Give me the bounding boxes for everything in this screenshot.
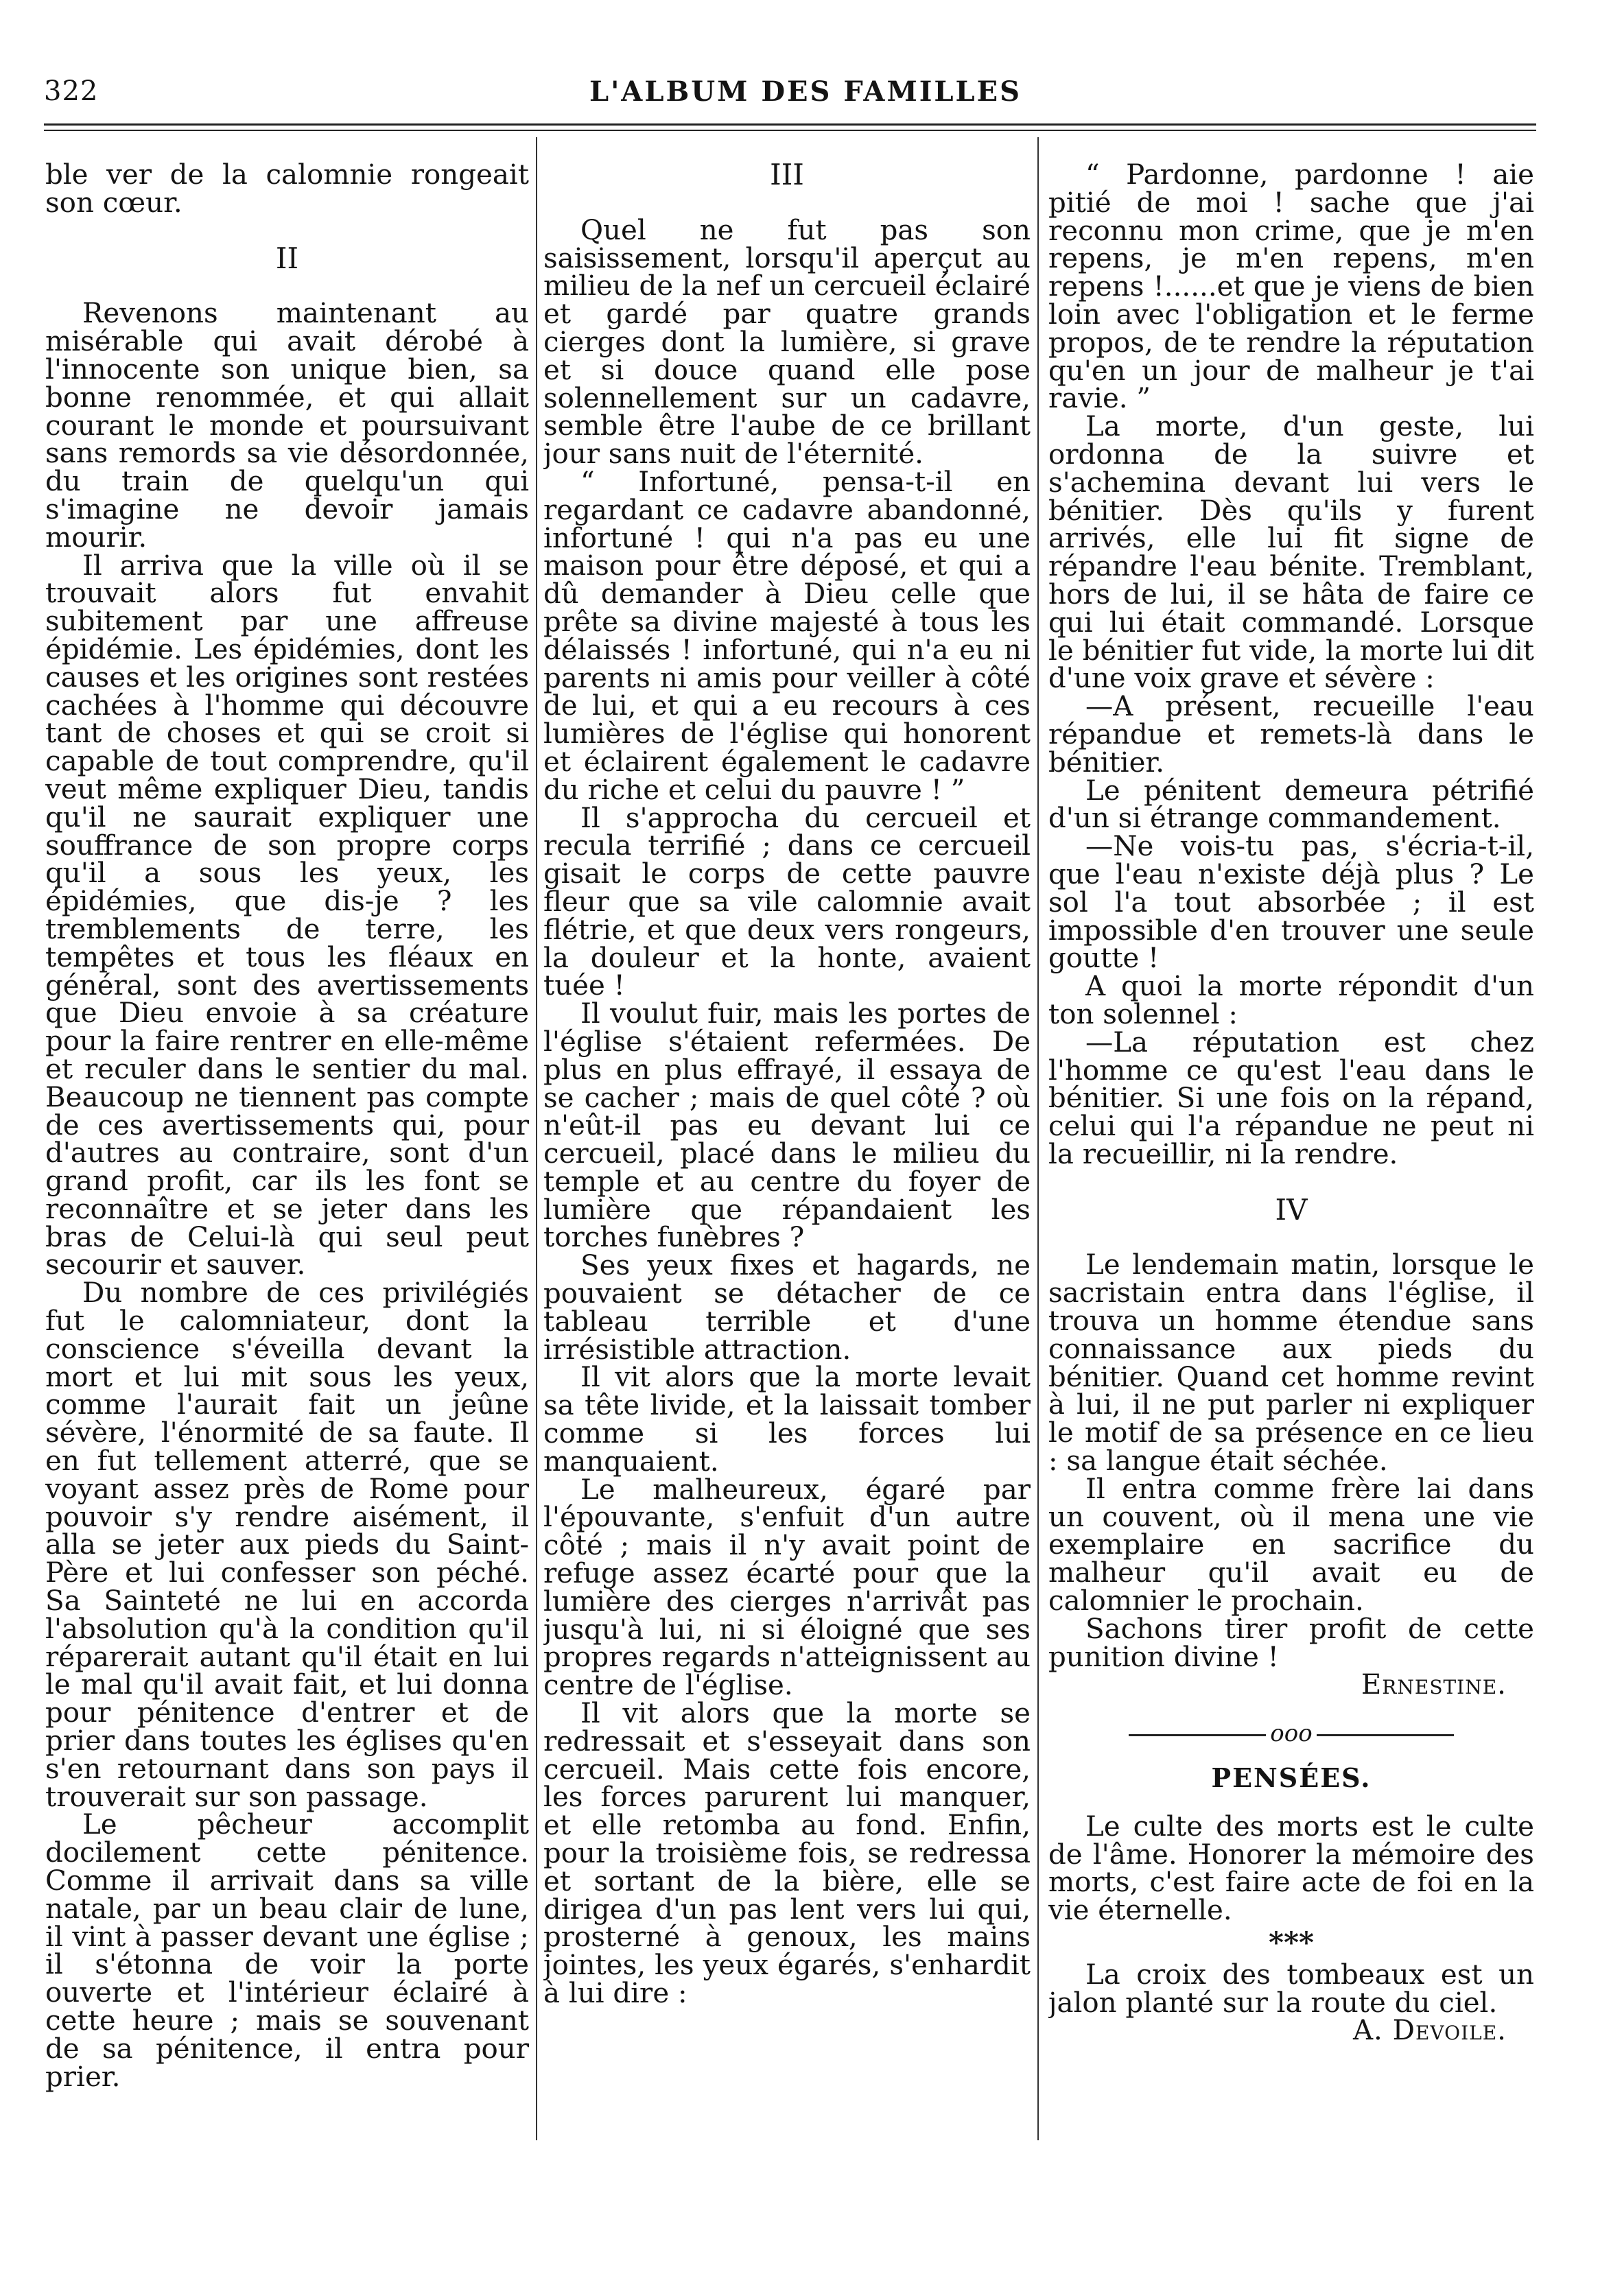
column-3 [1048,161,1534,2109]
paragraph: Il vit alors que la morte se redressait et s'esseyait dans son cercueil. Mais cette fois encore, les forces parurent lui manquer, et elle retomba au fond. Enfin, pour la troisième fois, se redressa et sortant de la bière, elle se dirigea d'un pas lent vers lui qui, prosterné à genoux, les mains jointes, les yeux égarés, s'enhardit à lui dire : [543,1697,1031,2009]
section-heading-ii: II [275,241,299,275]
quote: La croix des tombeaux est un jalon planté sur la route du ciel. [1048,1958,1534,2019]
section-heading-iv: IV [1275,1192,1308,1227]
section-ornament [1048,1720,1534,1748]
paragraph: —La réputation est chez l'homme ce qu'est l'eau dans le bénitier. Si une fois on la répand, celui qui l'a répandue ne peut ni la recueillir, ni la rendre. [1048,1026,1534,1170]
column-divider [536,137,537,2140]
ornament-line-left [1129,1734,1266,1736]
paragraph: La morte, d'un geste, lui ordonna de la suivre et s'achemina devant lui vers le bénitier. Dès qu'ils y furent arrivés, elle lui fit signe de répandre l'eau bénite. Tremblant, hors de lui, il se hâta de faire ce qui lui était commandé. Lorsque le bénitier fut vide, la morte lui dit d'une voix grave et sévère : [1048,410,1534,695]
paragraph: A quoi la morte répondit d'un ton solennel : [1048,970,1534,1030]
paragraph: Il entra comme frère lai dans un couvent, où il mena une vie exemplaire en sacrifice du malheur qu'il avait eu de calomnier le prochain. [1048,1472,1534,1618]
ornament-line-right [1317,1734,1454,1736]
ornament-mark: ooo [1270,1720,1313,1748]
paragraph: Il arriva que la ville où il se trouvait alors fut envahit subitement par une affreuse épidémie. Les épidémies, dont les causes et les origines sont restées cachées à l'homme qui découvre tant de choses et qui se croit si capable de tout comprendre, qu'il veut même expliquer Dieu, tandis qu'il ne saurait expliquer une souffrance de son propre corps qu'il a sous les yeux, les épidémies, que dis-je ? les tremblements de terre, les tempêtes et tous les fléaux en général, sont des avertissements que Dieu envoie à sa créature pour la faire rentrer en elle-même et reculer dans le sentier du mal. Beaucoup ne tiennent pas compte de ces avertissements qui, pour d'autres au contraire, sont d'un grand profit, car ils les font se reconnaître et se jeter dans les bras de Celui-là qui seul peut secourir et sauver. [45,549,529,1281]
page-title: L'ALBUM DES FAMILLES [589,75,1022,108]
paragraph: Revenons maintenant au misérable qui avait dérobé à l'innocente son unique bien, sa bonne renommée, et qui allait courant le monde et poursuivant sans remords sa vie désordonnée, du train de quelqu'un qui s'imagine ne devoir jamais mourir. [45,297,529,554]
header-rule-thin [44,130,1536,131]
paragraph: Il vit alors que la morte levait sa tête livide, et la laissait tomber comme si les forces lui manquaient. [543,1361,1031,1478]
paragraph: ble ver de la calomnie rongeait son cœur. [45,161,529,219]
column-1 [45,161,529,2109]
paragraph: Ses yeux fixes et hagards, ne pouvaient se détacher de ce tableau terrible et d'une irrésistible attraction. [543,1249,1031,1366]
paragraph: Le pénitent demeura pétrifié d'un si étrange commandement. [1048,774,1534,835]
paragraph: —Ne vois-tu pas, s'écria-t-il, que l'eau n'existe déjà plus ? Le sol l'a tout absorbée ; il est impossible d'en trouver une seule goutte ! [1048,830,1534,975]
paragraph: Quel ne fut pas son saisissement, lorsqu'il aperçut au milieu de la nef un cercueil éclairé et gardé par quatre grands cierges dont la lumière, si grave et si douce quand elle pose solennellement sur un cadavre, semble être l'aube de ce brillant jour sans nuit de l'éternité. [543,213,1031,471]
page-number: 322 [44,75,99,107]
paragraph: Le pêcheur accomplit docilement cette pénitence. Comme il arrivait dans sa ville natale, par un beau clair de lune, il vint à passer devant une église ; il s'étonna de voir la porte ouverte et l'intérieur éclairé à cette heure ; mais se souvenant de sa pénitence, il entra pour prier. [45,1808,529,2093]
paragraph: Le malheureux, égaré par l'épouvante, s'enfuit d'un autre côté ; mais il n'y avait point de refuge assez écarté pour que la lumière des cierges n'arrivât pas jusqu'à lui, ni si éloigné que ses propres regards n'atteignissent au centre de l'église. [543,1473,1031,1702]
paragraph: Sachons tirer profit de cette punition divine ! [1048,1612,1534,1673]
signature-ernestine: Ernestine. [1361,1668,1507,1701]
header-rule [44,123,1536,126]
pensees-heading: PENSÉES. [1211,1762,1372,1794]
column-2 [543,161,1031,2109]
paragraph: “ Infortuné, pensa-t-il en regardant ce cadavre abandonné, infortuné ! qui n'a pas eu une maison pour être déposé, et qui a dû demander à Dieu celle que prête sa divine majesté à tous les délaissés ! infortuné, qui n'a eu ni parents ni amis pour veiller à côté de lui, et qui a eu recours à ces lumières de l'église qui honorent et éclairent également le cadavre du riche et celui du pauvre ! ” [543,465,1031,806]
paragraph: Il s'approcha du cercueil et recula terrifié ; dans ce cercueil gisait le corps de cette pauvre fleur que sa vile calomnie avait flétrie, et que deux vers rongeurs, la douleur et la honte, avaient tuée ! [543,801,1031,1002]
section-heading-iii: III [770,161,804,191]
paragraph: Du nombre de ces privilégiés fut le calomniateur, dont la conscience s'éveilla devant la mort et lui mit sous les yeux, comme l'aurait fait un jeûne sévère, l'énormité de sa faute. Il en fut tellement atterré, que se voyant assez près de Rome pour pouvoir s'y rendre aisément, il alla se jeter aux pieds du Saint-Père et lui confesser son péché. Sa Sainteté ne lui en accorda l'absolution qu'à la condition qu'il réparerait autant qu'il était en lui le mal qu'il avait fait, et lui donna pour pénitence d'entrer et de prier dans toutes les églises qu'en s'en retournant dans son pays il trouverait sur son passage. [45,1277,529,1813]
paragraph: —A présent, recueille l'eau répandue et remets-là dans le bénitier. [1048,690,1534,779]
quote: Le culte des morts est le culte de l'âme. Honorer la mémoire des morts, c'est faire acte de foi en la vie éternelle. [1048,1810,1534,1927]
paragraph: “ Pardonne, pardonne ! aie pitié de moi ! sache que j'ai reconnu mon crime, que je m'en repens, je m'en repens, m'en repens !......et que je viens de bien loin avec l'obligation et le ferme propos, de te rendre la réputation qu'en un jour de malheur je t'ai ravie. ” [1048,161,1534,415]
asterism: *** [1269,1926,1314,1960]
column-divider [1037,137,1039,2140]
signature-devoile: A. Devoile. [1352,2014,1507,2047]
paragraph: Il voulut fuir, mais les portes de l'église s'étaient refermées. De plus en plus effrayé, il essaya de se cacher ; mais de quel côté ? où n'eût-il pas eu devant lui ce cercueil, placé dans le milieu du temple et au centre du foyer de lumière que répandaient les torches funèbres ? [543,997,1031,1254]
paragraph: Le lendemain matin, lorsque le sacristain entra dans l'église, il trouva un homme étendue sans connaissance aux pieds du bénitier. Quand cet homme revint à lui, il ne put parler ni expliquer le motif de sa présence en ce lieu : sa langue était séchée. [1048,1248,1534,1478]
